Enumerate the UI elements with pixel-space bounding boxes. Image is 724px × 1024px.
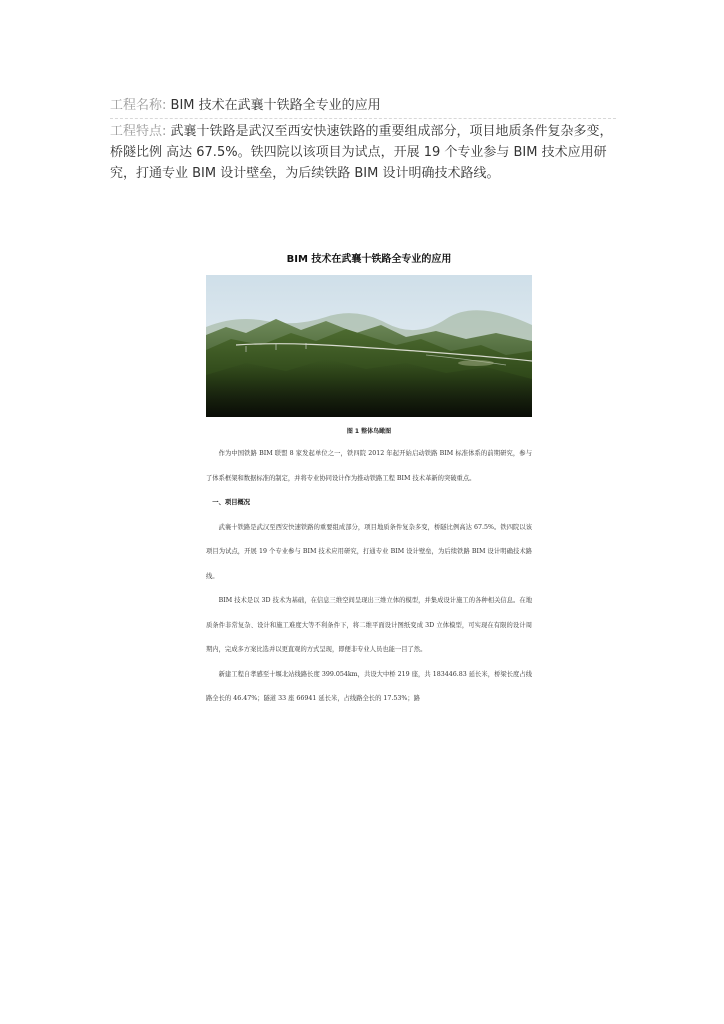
document-body [206, 442, 532, 712]
body-paragraph: BIM 技术是以 3D 技术为基础，在信息三维空间呈现出三维立体的模型，并集成设计施工的各种相关信息。在地质条件非常复杂、设计和施工难度大等不利条件下，将二维平面设计图纸变成 3D 立体模型，可实现在有限的设计周期内，完成多方案比选并以更直观的方式呈现，即便非专业人员也能一目了然。 [206, 597, 532, 653]
mountain-landscape-illustration [206, 275, 532, 417]
body-paragraph: 作为中国铁路 BIM 联盟 8 家发起单位之一，铁四院 2012 年起开始启动铁路 BIM 标准体系的前期研究，参与了体系框架和数据标准的制定，并将专业协同设计作为推动铁路工程 BIM 技术革新的突破重点。 [206, 450, 532, 482]
project-name-row [110, 95, 616, 116]
document-title: BIM 技术在武襄十铁路全专业的应用 [286, 254, 452, 265]
project-feature-label: 工程特点: [110, 124, 167, 139]
body-paragraph: 武襄十铁路是武汉至西安快速铁路的重要组成部分，项目地质条件复杂多变，桥隧比例高达 67.5%。铁四院以该项目为试点，开展 19 个专业参与 BIM 技术应用研究，打通专业 BIM 设计壁垒，为后续铁路 BIM 设计明确技术路线。 [206, 523, 532, 580]
project-feature-row [110, 118, 616, 184]
project-name-label: 工程名称: [110, 98, 167, 113]
aerial-view-image [206, 275, 532, 417]
section-heading: 一、项目概况 [212, 499, 251, 506]
figure-caption: 图 1 整体鸟瞰图 [346, 428, 392, 435]
project-name-value: BIM 技术在武襄十铁路全专业的应用 [170, 98, 381, 113]
body-paragraph: 新建工程自孝感至十堰北站线路长度 399.054km，共设大中桥 219 座，共 183446.83 延长米，桥梁长度占线路全长的 46.47%；隧道 33 座 66941 延长米，占线路全长的 17.53%；路 [206, 670, 532, 702]
project-feature-value: 武襄十铁路是武汉至西安快速铁路的重要组成部分，项目地质条件复杂多变，桥隧比例 高达 67.5%。铁四院以该项目为试点，开展 19 个专业参与 BIM 技术应用研究，打通专业 BIM 设计壁垒，为后续铁路 BIM 设计明确技术路线。 [110, 124, 613, 181]
